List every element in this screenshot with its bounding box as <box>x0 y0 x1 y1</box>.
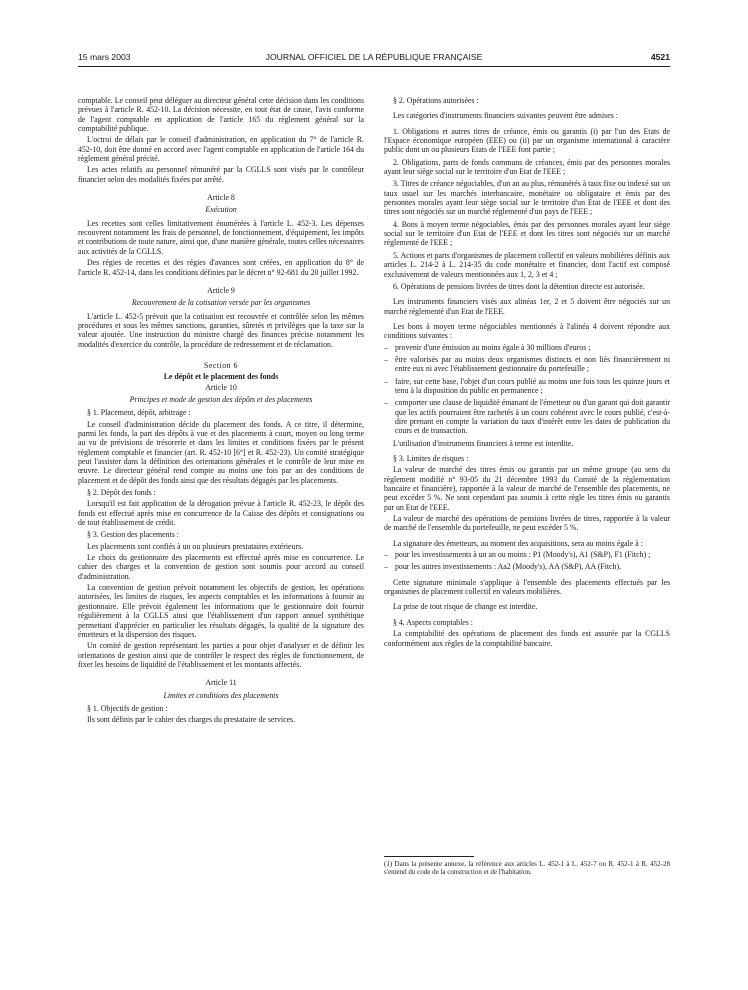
subsection-heading: § 1. Placement, dépôt, arbitrage : <box>87 408 191 418</box>
subsection-heading: § 4. Aspects comptables : <box>393 617 473 627</box>
paragraph: Les placements sont confiés à un ou plusieurs prestataires extérieurs. <box>87 541 304 551</box>
subsection-heading: § 1. Objectifs de gestion : <box>87 703 168 713</box>
subsection-heading: § 3. Gestion des placements : <box>87 530 179 540</box>
article-10-heading: Article 10 <box>205 382 237 392</box>
paragraph: comptable. Le conseil peut déléguer au directeur général cette décision dans les conditions prévues à l'article R. 452-10. La décision nécessite, en tout état de cause, l'avis conforme de l'agent comptable en application de l'article 165 du règlement général sur la comptabilité publique. <box>78 96 364 134</box>
paragraph: Cette signature minimale s'applique à l'ensemble des placements effectués par les organismes de placement collectif en valeurs mobilières. <box>384 577 670 597</box>
list-item: – provenir d'une émission au moins égale à 30 millions d'euros ; <box>384 342 591 352</box>
footnote: (1) Dans la présente annexe, la référence aux articles L. 452-1 à L. 452-7 ou R. 452-1 à R. 452-28 s'entend du code de la construction et de l'habitation. <box>384 860 670 877</box>
list-item: – être valorisés par au moins deux organismes distincts et non liés financièrement ni entre eux ni avec l'établissement gestionnaire du portefeuille ; <box>384 354 670 374</box>
article-11-heading: Article 11 <box>205 678 237 688</box>
list-item: 1. Obligations et autres titres de créance, émis ou garantis (i) par l'un des Etats de l'Espace économique européen (EEE) ou (ii) par un organisme international à caractère public dont un ou plusieurs Etats de l'EEE font partie ; <box>384 126 670 155</box>
ratings-list <box>384 550 670 572</box>
paragraph: La comptabilité des opérations de placement des fonds est assurée par la CGLLS conformément aux règles de la comptabilité bancaire. <box>384 629 670 648</box>
list-item: 4. Bons à moyen terme négociables, émis par des personnes morales ayant leur siège social sur le territoire d'un Etat de l'EEE et dont les titres sont négociés sur un marché réglementé de l'EEE ; <box>384 219 670 248</box>
paragraph: Les actes relatifs au personnel rémunéré par la CGLLS sont visés par le contrôleur financier selon des modalités fixées par arrêté. <box>78 165 364 184</box>
article-9-title: Recouvrement de la cotisation versée par les organismes <box>131 298 311 308</box>
footnote-divider <box>384 856 474 857</box>
subsection-heading: § 2. Opérations autorisées : <box>393 96 479 105</box>
article-9-heading: Article 9 <box>207 285 235 295</box>
list-item: – faire, sur cette base, l'objet d'un cours publié au moins une fois tous les quinze jours et tenu à la disposition du public en permanence ; <box>384 376 670 395</box>
article-8-title: Exécution <box>205 205 237 215</box>
subsection-heading: § 3. Limites de risques : <box>393 454 469 463</box>
paragraph: La prise de tout risque de change est interdite. <box>393 602 538 612</box>
conditions-list <box>384 343 670 436</box>
section-6-title: Le dépôt et le placement des fonds <box>163 372 279 382</box>
paragraph: Le choix du gestionnaire des placements est effectué après mise en concurrence. Le cahier des charges et la convention de gestion sont soumis pour accord au conseil d'administration. <box>78 553 364 581</box>
paragraph: Les catégories d'instruments financiers suivantes peuvent être admises : <box>393 111 618 121</box>
list-item: 2. Obligations, parts de fonds communs de créances, émis par des personnes morales ayant leur siège social sur le territoire d'un Etat de l'EEE ; <box>384 157 670 177</box>
list-item: 6. Opérations de pensions livrées de titres dont la détention directe est autorisée. <box>393 281 645 291</box>
paragraph: Lorsqu'il est fait application de la dérogation prévue à l'article R. 452-23, le dépôt des fonds est effectué après mise en concurrence de la Caisse des dépôts et consignations ou de tout établissement de crédit. <box>78 499 364 528</box>
paragraph: Le conseil d'administration décide du placement des fonds. A ce titre, il détermine, parmi les fonds, la part des dépôts à vue et des placements à court, moyen ou long terme au vu de prévisions de trésorerie et dans les limites et conditions fixées par le présent règlement comptable et financier (art. R. 452-10 [6°] et R. 452-23). Un comité stratégique peut l'assister dans la définition des orientations générales et le contrôle de leur mise en œuvre. Le directeur général rend compte au moins une fois par an des conditions de placement et de dépôt des fonds ainsi que des résultats dégagés par les placements. <box>78 419 364 485</box>
paragraph: Des régies de recettes et des régies d'avances sont créées, en application du 8° de l'article R. 452-14, dans les conditions définies par le décret n° 92-681 du 20 juillet 1992. <box>78 258 364 277</box>
paragraph: Les instruments financiers visés aux alinéas 1er, 2 et 5 doivent être négociés sur un marché réglementé d'un Etat de l'EEE. <box>384 297 670 316</box>
list-item: – pour les investissements à un an ou moins : P1 (Moody's), A1 (S&P), F1 (Fitch) ; <box>384 550 651 560</box>
page-date: 15 mars 2003 <box>78 52 131 62</box>
page-number: 4521 <box>650 52 670 62</box>
journal-title: JOURNAL OFFICIEL DE LA RÉPUBLIQUE FRANÇAISE <box>265 52 483 62</box>
article-10-title: Principes et mode de gestion des dépôts et des placements <box>129 394 313 404</box>
list-item: 3. Titres de créance négociables, d'un an au plus, rémunérés à taux fixe ou indexé sur un taux usuel sur les marchés interbancaire, monétaire ou obligataire et émis par des personnes morales ayant leur siège social sur le territoire d'un Etat de l'EEE et dont des titres sont négociés sur un marché réglementé d'un pays de l'EEE ; <box>384 179 670 217</box>
paragraph: Ils sont définis par le cahier des charges du prestataire de services. <box>87 715 296 725</box>
paragraph: L'utilisation d'instruments financiers à terme est interdite. <box>393 438 574 448</box>
paragraph: La signature des émetteurs, au moment des acquisitions, sera au moins égale à : <box>393 538 643 548</box>
paragraph: L'article L. 452-5 prévoit que la cotisation est recouvrée et contrôlée selon les mêmes procédures et sous les mêmes sanctions, garanties, sûretés et privilèges que la taxe sur la valeur ajoutée. Une instruction du ministre chargé des finances précise notamment les modalités d'exercice du contrôle, la procédure de redressement et de réclamation. <box>78 311 364 349</box>
list-item: – comporter une clause de liquidité émanant de l'émetteur ou d'un garant qui doit garantir que les actifs pourraient être rachetés à un cours cohérent avec le cours publié, c'est-à-dire prenant en compte la variation du taux d'intérêt entre les dates de publication du cours et de transaction. <box>384 398 670 436</box>
paragraph: La convention de gestion prévoit notamment les objectifs de gestion, les opérations autorisées, les limites de risques, les aspects comptables et les informations à fournir au gestionnaire. Elle prévoit également les informations que le gestionnaire doit fournir régulièrement à la CGLLS ainsi que l'établissement d'un rapport annuel synthétique permettant d'apprécier en particulier les résultats dégagés, la qualité de la signature des émetteurs et la dispersion des risques. <box>78 583 364 639</box>
paragraph: Un comité de gestion représentant les parties a pour objet d'analyser et de définir les orientations de gestion ainsi que de contrôler le respect des règles de fonctionnement, de fixer les besoins de liquidité de l'établissement et les montants affectés. <box>78 641 364 669</box>
list-item: 5. Actions et parts d'organismes de placement collectif en valeurs mobilières définis aux articles L. 214-2 à L. 214-35 du code monétaire et financier, dont l'actif est composé exclusivement de valeurs mentionnées aux 1, 2, 3 et 4 ; <box>384 250 670 279</box>
paragraph: L'octroi de délais par le conseil d'administration, en application du 7° de l'article R. 452-10, doit être donné en accord avec l'agent comptable en application de l'article 164 du règlement général précité. <box>78 135 364 164</box>
paragraph: La valeur de marché des opérations de pensions livrées de titres, rapportée à la valeur de marché de l'ensemble du portefeuille, ne peut excéder 5 %. <box>384 514 670 533</box>
right-column <box>384 96 670 650</box>
list-item: – pour les autres investissements : Aa2 (Moody's), AA (S&P), AA (Fitch). <box>384 562 622 572</box>
paragraph: La valeur de marché des titres émis ou garantis par un même groupe (au sens du règlement modifié n° 93-05 du 21 décembre 1993 du Comité de la réglementation bancaire et financière), rapportée à la valeur de marché de l'ensemble des placements, ne peut excéder 5 %. Ne sont cependant pas soumis à cette règle les titres émis ou garantis par un Etat de l'EEE. <box>384 465 670 512</box>
article-8-heading: Article 8 <box>207 193 235 203</box>
left-column <box>78 96 364 727</box>
subsection-heading: § 2. Dépôt des fonds : <box>87 488 156 498</box>
page-header <box>78 50 670 67</box>
paragraph: Les bons à moyen terme négociables mentionnés à l'alinéa 4 doivent répondre aux conditions suivantes : <box>384 321 670 341</box>
paragraph: Les recettes sont celles limitativement énumérées à l'article L. 452-3. Les dépenses recouvrent notamment les frais de personnel, de fonctionnement, d'équipement, les impôts et contributions de toute nature, ainsi que, d'une manière générale, toutes celles nécessaires aux activités de la CGLLS. <box>78 218 364 256</box>
section-6-heading: Section 6 <box>204 360 238 370</box>
article-11-title: Limites et conditions des placements <box>163 690 279 700</box>
